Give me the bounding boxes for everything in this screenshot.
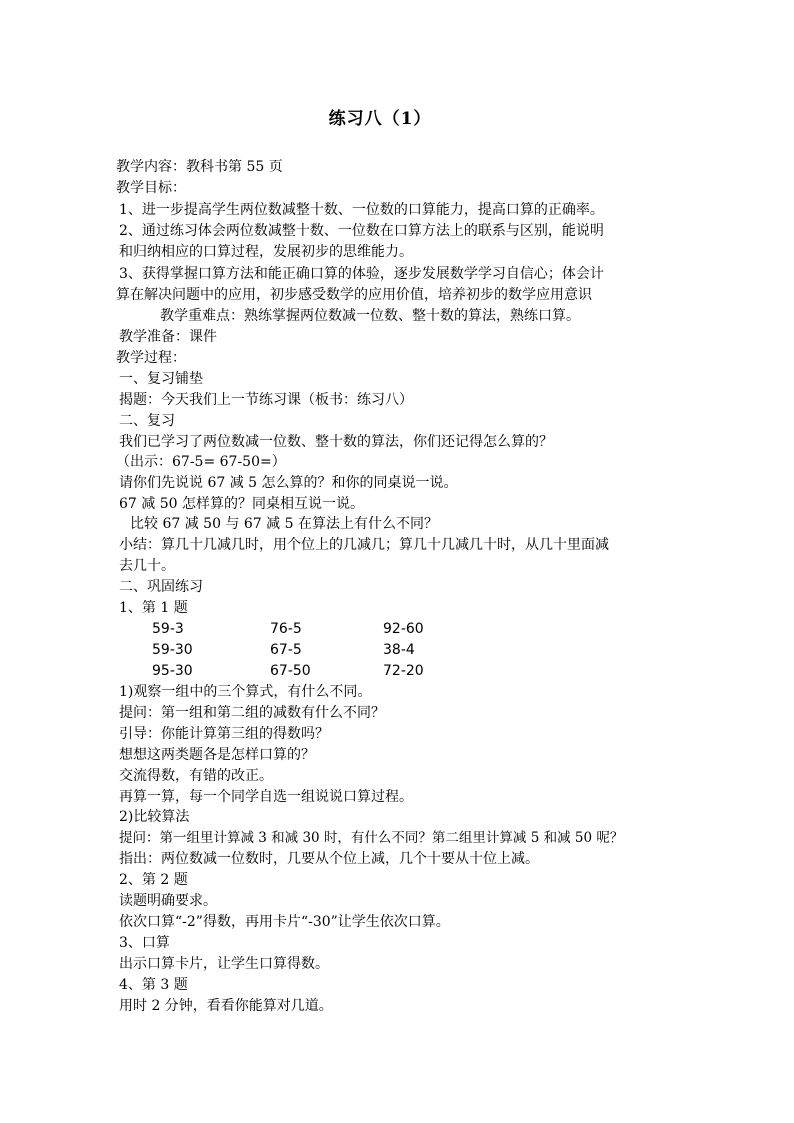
- text-line: 教学目标：: [116, 180, 186, 196]
- exercise-item: 59-3: [152, 621, 184, 637]
- text-line: 算在解决问题中的应用，初步感受数学的应用价值，培养初步的数学应用意识: [116, 287, 592, 303]
- text-line: 1)观察一组中的三个算式，有什么不同。: [119, 684, 372, 700]
- text-line: 教学过程：: [116, 350, 186, 366]
- exercise-item: 67-50: [270, 663, 311, 679]
- text-line: 用时 2 分钟，看看你能算对几道。: [119, 998, 333, 1014]
- text-line: 揭题：今天我们上一节练习课（板书：练习八）: [119, 392, 413, 408]
- section-heading: 二、复习: [119, 413, 175, 429]
- text-line: 3、获得掌握口算方法和能正确口算的体验，逐步发展数学学习自信心；体会计: [119, 266, 604, 282]
- section-heading: 一、复习铺垫: [119, 371, 203, 387]
- exercise-item: 67-5: [270, 642, 302, 658]
- text-line: 提问：第一组里计算减 3 和减 30 时，有什么不同？第二组里计算减 5 和减 50 呢？: [119, 830, 624, 846]
- text-line: 1、第 1 题: [119, 600, 188, 616]
- text-line: 读题明确要求。: [119, 893, 217, 909]
- text-line: 我们已学习了两位数减一位数、整十数的算法，你们还记得怎么算的？: [119, 434, 553, 450]
- exercise-item: 95-30: [152, 663, 193, 679]
- text-line: 依次口算“-2”得数，再用卡片“-30”让学生依次口算。: [119, 914, 450, 930]
- exercise-item: 59-30: [152, 642, 193, 658]
- text-line: 去几十。: [119, 558, 175, 574]
- text-line: 2、通过练习体会两位数减整十数、一位数在口算方法上的联系与区别，能说明: [119, 223, 604, 239]
- text-line: 指出：两位数减一位数时，几要从个位上减，几个十要从十位上减。: [119, 851, 539, 867]
- document-title: 练习八（1）: [328, 109, 432, 129]
- text-line: 小结：算几十几减几时，用个位上的几减几；算几十几减几十时，从几十里面减: [119, 537, 609, 553]
- text-line: 请你们先说说 67 减 5 怎么算的？和你的同桌说一说。: [119, 475, 458, 491]
- text-line: 2、第 2 题: [119, 872, 188, 888]
- text-line: 教学准备：课件: [119, 329, 217, 345]
- text-line: 想想这两类题各是怎样口算的？: [119, 747, 315, 763]
- exercise-item: 92-60: [383, 621, 424, 637]
- text-line: 出示口算卡片，让学生口算得数。: [119, 956, 329, 972]
- text-line: 比较 67 减 50 与 67 减 5 在算法上有什么不同？: [130, 516, 438, 532]
- text-line: 和归纳相应的口算过程，发展初步的思维能力。: [119, 244, 413, 260]
- exercise-item: 76-5: [270, 621, 302, 637]
- section-heading: 二、巩固练习: [119, 579, 203, 595]
- text-line: 引导：你能计算第三组的得数吗？: [119, 726, 329, 742]
- text-line: 1、进一步提高学生两位数减整十数、一位数的口算能力，提高口算的正确率。: [119, 202, 604, 218]
- text-line: 4、第 3 题: [119, 977, 188, 993]
- text-line: 再算一算，每一个同学自选一组说说口算过程。: [119, 789, 413, 805]
- text-line: （出示：67-5= 67-50=）: [116, 454, 286, 470]
- exercise-item: 72-20: [383, 663, 424, 679]
- text-line: 教学重难点：熟练掌握两位数减一位数、整十数的算法，熟练口算。: [160, 308, 580, 324]
- text-line: 交流得数，有错的改正。: [119, 768, 273, 784]
- text-line: 2)比较算法: [119, 809, 190, 825]
- text-line: 3、口算: [119, 935, 170, 951]
- text-line: 教学内容：教科书第 55 页: [116, 159, 283, 175]
- text-line: 提问：第一组和第二组的减数有什么不同？: [119, 705, 385, 721]
- text-line: 67 减 50 怎样算的？同桌相互说一说。: [119, 496, 364, 512]
- exercise-item: 38-4: [383, 642, 415, 658]
